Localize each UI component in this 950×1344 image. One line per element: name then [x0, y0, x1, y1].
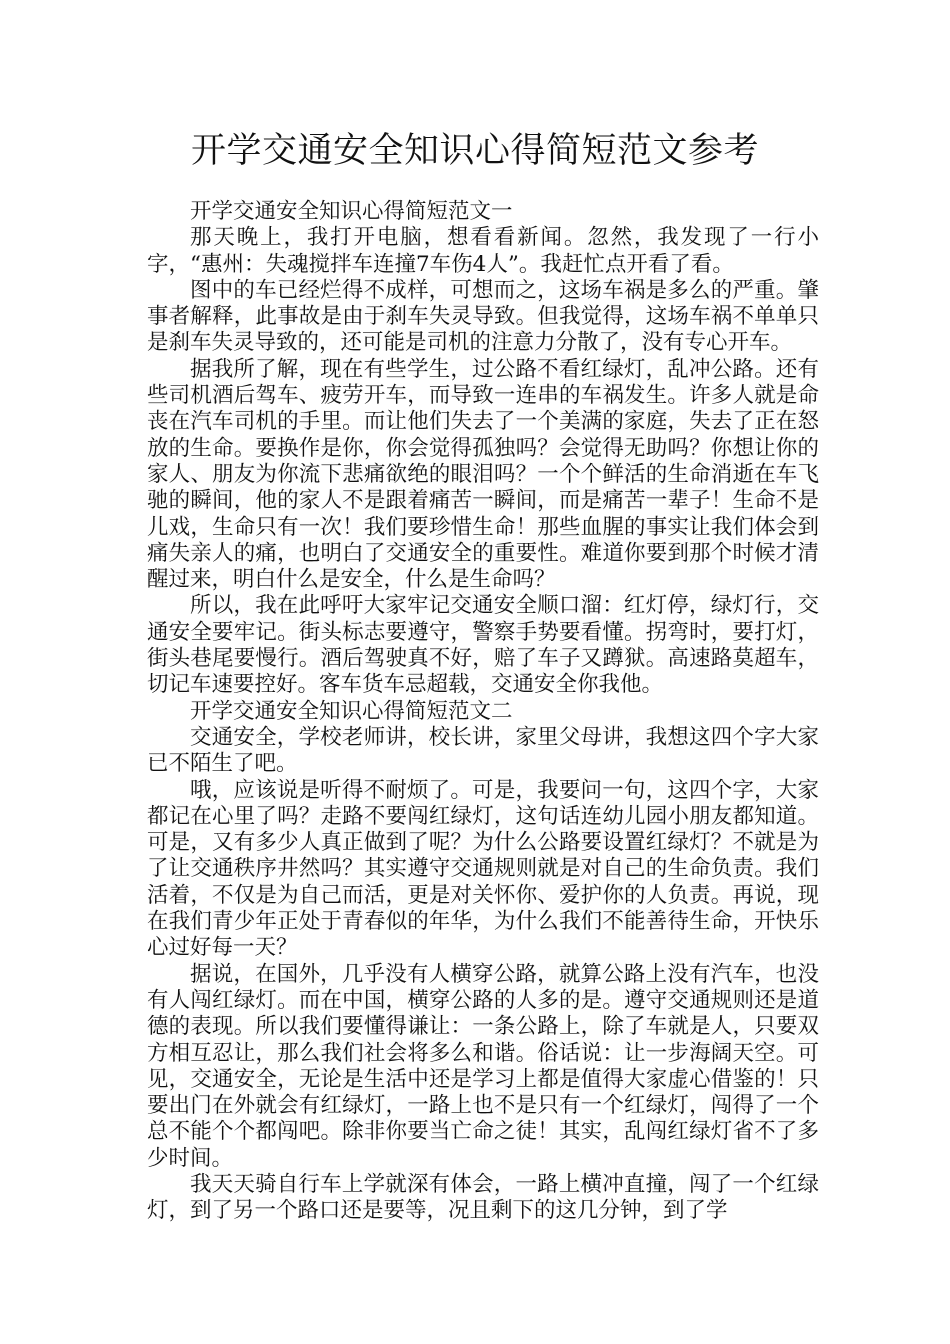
paragraph: 图中的车已经烂得不成样，可想而之，这场车祸是多么的严重。肇事者解释，此事故是由于刹车失灵导致。但我觉得，这场车祸不单单只是刹车失灵导致的，还可能是司机的注意力分散了，没有专心开车。 [147, 277, 819, 356]
paragraph: 哦，应该说是听得不耐烦了。可是，我要问一句，这四个字，大家都记在心里了吗？走路不要闯红绿灯，这句话连幼儿园小朋友都知道。可是，又有多少人真正做到了呢？为什么公路要设置红绿灯？不就是为了让交通秩序井然吗？其实遵守交通规则就是对自己的生命负责。我们活着，不仅是为自己而活，更是对关怀你、爱护你的人负责。再说，现在我们青少年正处于青春似的年华，为什么我们不能善待生命，开快乐心过好每一天？ [147, 777, 819, 961]
paragraph: 所以，我在此呼吁大家牢记交通安全顺口溜：红灯停，绿灯行，交通安全要牢记。街头标志要遵守，警察手势要看懂。拐弯时，要打灯，街头巷尾要慢行。酒后驾驶真不好，赔了车子又蹲狱。高速路莫超车，切记车速要控好。客车货车忌超载，交通安全你我他。 [147, 593, 819, 698]
paragraph: 我天天骑自行车上学就深有体会，一路上横冲直撞，闯了一个红绿灯，到了另一个路口还是要等，况且剩下的这几分钟，到了学 [147, 1171, 819, 1224]
paragraph: 那天晚上，我打开电脑，想看看新闻。忽然，我发现了一行小字，“惠州：失魂搅拌车连撞7车伤4人”。我赶忙点开看了看。 [147, 225, 819, 277]
paragraph: 据说，在国外，几乎没有人横穿公路，就算公路上没有汽车，也没有人闯红绿灯。而在中国，横穿公路的人多的是。遵守交通规则还是道德的表现。所以我们要懂得谦让：一条公路上，除了车就是人，只要双方相互忍让，那么我们社会将多么和谐。俗话说：让一步海阔天空。可见，交通安全，无论是生活中还是学习上都是值得大家虚心借鉴的！只要出门在外就会有红绿灯，一路上也不是只有一个红绿灯，闯得了一个总不能个个都闯吧。除非你要当亡命之徒！其实，乱闯红绿灯省不了多少时间。 [147, 961, 819, 1171]
paragraph: 据我所了解，现在有些学生，过公路不看红绿灯，乱冲公路。还有些司机酒后驾车、疲劳开车，而导致一连串的车祸发生。许多人就是命丧在汽车司机的手里。而让他们失去了一个美满的家庭，失去了正在怒放的生命。要换作是你，你会觉得孤独吗？会觉得无助吗？你想让你的家人、朋友为你流下悲痛欲绝的眼泪吗？一个个鲜活的生命消逝在车飞驰的瞬间，他的家人不是跟着痛苦一瞬间，而是痛苦一辈子！生命不是儿戏，生命只有一次！我们要珍惜生命！那些血腥的事实让我们体会到痛失亲人的痛，也明白了交通安全的重要性。难道你要到那个时候才清醒过来，明白什么是安全，什么是生命吗？ [147, 356, 819, 593]
document-body [147, 199, 819, 1225]
document-title: 开学交通安全知识心得简短范文参考 [190, 131, 759, 171]
section-heading-2: 开学交通安全知识心得简短范文二 [190, 698, 513, 724]
section-heading-1: 开学交通安全知识心得简短范文一 [190, 199, 513, 224]
paragraph: 交通安全，学校老师讲，校长讲，家里父母讲，我想这四个字大家已不陌生了吧。 [147, 724, 819, 777]
